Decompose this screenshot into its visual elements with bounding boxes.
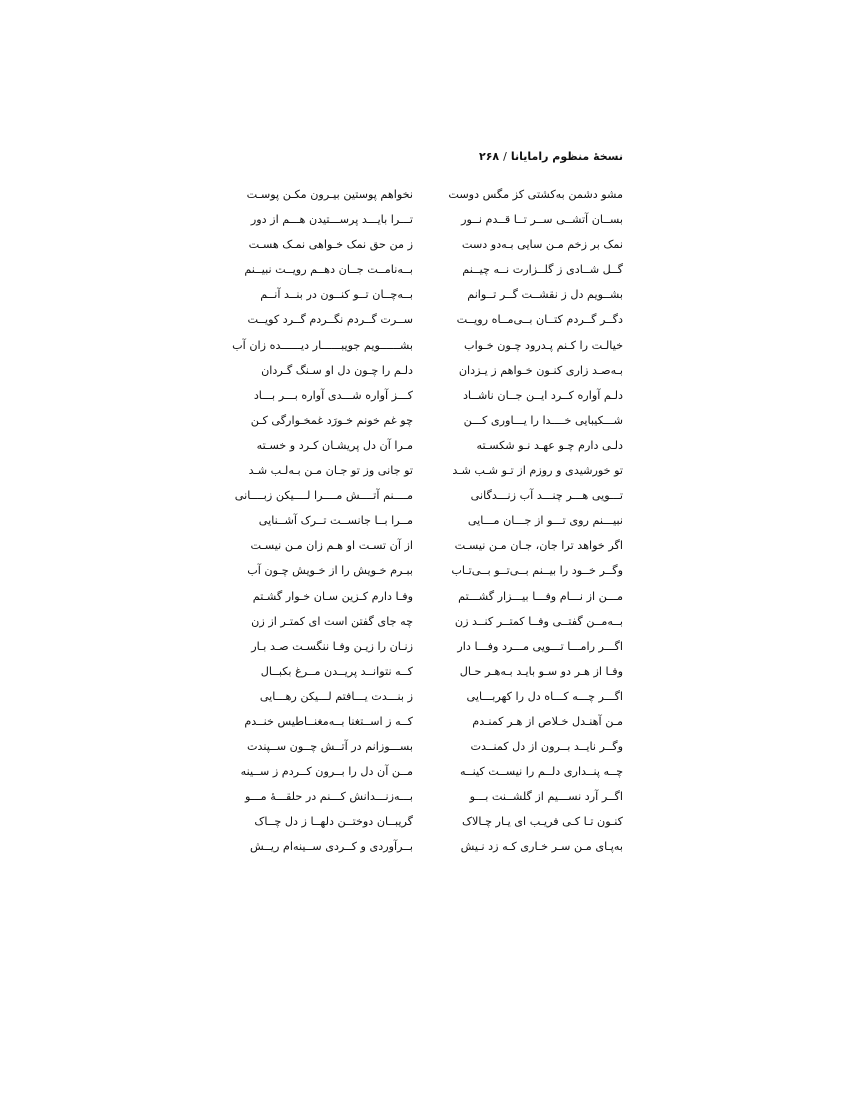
verse-line: بســـوزانم در آتــش چــون ســپندت bbox=[247, 740, 413, 754]
verse-line: بــه‌نامــت جــان دهــم رویــت نبیــنم bbox=[244, 263, 413, 277]
verse-line: مــن آن دل را بــرون کــردم ز ســینه bbox=[240, 765, 413, 779]
verse-line: تـــرا بایـــد پرســـتیدن هـــم از دور bbox=[250, 213, 413, 227]
verse-line: نمک بر زخم مـن سایی بـه‌دو دست bbox=[461, 238, 623, 252]
verse-line: وگــر نایــد بــرون از دل کمنــدت bbox=[470, 740, 623, 754]
verse-line: گریبــان دوختــن دلهــا ز دل چــاک bbox=[254, 815, 413, 829]
running-header bbox=[479, 150, 623, 170]
verse-line: بــه‌مــن گفتــی وفــا کمتــر کنــد زن bbox=[454, 614, 623, 628]
verse-line: وفـا دارم کـزین سـان خـوار گشـتم bbox=[252, 589, 413, 603]
verse-line: بـه‌صـد زاری کنـون خـواهم ز یـزدان bbox=[458, 363, 623, 377]
verse-line: ســرت گــردم نگــردم گــرد کویــت bbox=[247, 313, 413, 327]
verse-line: چو غم خونم خـورَد غمخـوارگی کـن bbox=[250, 413, 413, 427]
verse-line: تو جانی وز تو جـان مـن بـه‌لـب شـد bbox=[248, 464, 413, 478]
verse-line: وفـا از هـر دو سـو بایـد بـه‌هـر حـال bbox=[459, 664, 623, 678]
verse-line: اگـــر رامـــا تـــویی مـــرد وفـــا دار bbox=[457, 639, 623, 653]
verse-column-left bbox=[228, 182, 413, 860]
verse-line: تـــویی هـــر چنـــد آب زنـــدگانی bbox=[470, 489, 623, 503]
verse-line: کـــز آواره شـــدی آواره بـــر بـــاد bbox=[253, 388, 413, 402]
verse-line: بســان آتشــی ســر تــا قــدم نــور bbox=[461, 213, 623, 227]
verse-line: بــه‌چــان تــو کنــون در بنــد آنــم bbox=[260, 288, 413, 302]
verse-line: کــه ز اســتغنا بــه‌مغنــاطیس خنــدم bbox=[244, 714, 413, 728]
verse-line: اگر خواهد ترا جان، جـان مـن نیسـت bbox=[454, 539, 623, 553]
verse-line: بـــه‌زنـــدانش کـــنم در حلقـــهٔ مـــو bbox=[245, 790, 413, 804]
verse-line: به‌پـای مـن سـر خـاری کـه زد نـیش bbox=[460, 840, 623, 854]
verse-line: از آن تسـت او هـم زان مـن نیسـت bbox=[250, 539, 413, 553]
verse-line: نخواهم پوستین بیـرون مکـن پوسـت bbox=[246, 188, 413, 201]
book-title: نسخهٔ منظوم رامایانا bbox=[510, 150, 623, 163]
verse-line: کــه نتوانــد پریــدن مــرغ بکبــال bbox=[260, 664, 413, 678]
verse-line: تو خورشیدی و روزم از تـو شـب شـد bbox=[452, 464, 623, 478]
verse-line: بــرآوردی و کــردی ســینه‌ام ریــش bbox=[250, 840, 413, 854]
header-separator: / bbox=[503, 150, 507, 163]
verse-line: ببـرم خـویش را از خـویش چـون آب bbox=[247, 564, 413, 578]
verse-line: مشو دشمن به‌کشتی کز مگس دوست bbox=[448, 188, 623, 201]
verse-line: مــرا بــا جانســت تــرک آشــنایی bbox=[258, 514, 413, 528]
verse-line: اگـــر چـــه کـــاه دل را کهربـــایی bbox=[466, 689, 623, 703]
verse-line: ز بنـــدت یـــافتم لـــیکن رهـــایی bbox=[259, 689, 413, 703]
verse-line: وگــر خــود را بیــنم بــی‌تــو بــی‌تـاب bbox=[451, 564, 623, 578]
verse-line: نبیـــنم روی تـــو از جـــان مـــایی bbox=[467, 514, 623, 528]
verse-line: بشــویم دل ز نقشــت گــر تــوانم bbox=[467, 288, 623, 302]
verse-line: ز من حق نمک خـواهی نمـک هسـت bbox=[248, 238, 413, 252]
verse-line: گــل شــادی ز گلــزارت نــه چیــنم bbox=[462, 263, 623, 277]
verse-line: مــــنم آتــــش مــــرا لــــیکن زبــــانی bbox=[234, 489, 413, 503]
verse-line: زنـان را زیـن وفـا ننگسـت صـد بـار bbox=[251, 639, 413, 653]
verse-line: چــه پنــداری دلــم را نیســت کینــه bbox=[460, 765, 623, 779]
verse-column-right bbox=[437, 182, 623, 860]
verse-line: دلـم آواره کــرد ایــن جــان ناشــاد bbox=[462, 388, 623, 402]
verse-line: بشــــــویم جویبــــــار دیــــــده زان آب bbox=[232, 338, 413, 352]
verse-line: دلـم را چـون دل او سـنگ گـردان bbox=[261, 363, 413, 377]
verse-line: چه جای گفتن است ای کمتـر از زن bbox=[251, 614, 413, 628]
page-number: ۲۶۸ bbox=[479, 150, 500, 163]
verse-line: دلـی دارم چـو عهـد نـو شکسـته bbox=[476, 438, 623, 452]
verse-line: اگــر آرد نســـیم از گلشــنت بـــو bbox=[469, 790, 623, 804]
verse-line: مـــن از نـــام وفـــا بیـــزار گشـــتم bbox=[458, 589, 623, 603]
verse-line: مـرا آن دل پریشـان کـرد و خسـته bbox=[256, 438, 413, 452]
verse-line: مـن آهنـدل خـلاص از هـر کمنـدم bbox=[472, 714, 623, 728]
verse-line: کنـون تـا کـی فریـب ای یـار چـالاک bbox=[461, 815, 623, 829]
verse-line: دگــر گــردم کتــان بــی‌مــاه رویــت bbox=[456, 313, 623, 327]
verse-line: خیالـت را کـنم پـدرود چـون خـواب bbox=[464, 338, 623, 352]
verse-line: شـــکیبایی خــــدا را یـــاوری کـــن bbox=[463, 413, 623, 427]
